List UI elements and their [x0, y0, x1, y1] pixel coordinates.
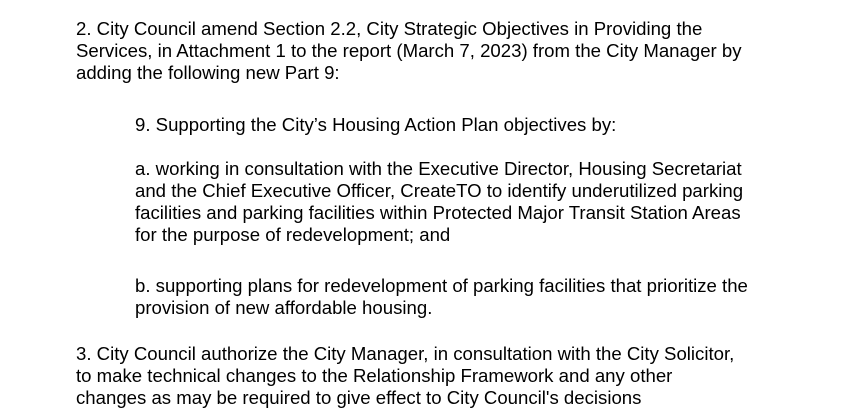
item-3-paragraph: 3. City Council authorize the City Manager, in consultation with the City Solicitor, to make technical changes to the Relationship Framework and any other changes as may be required to give effect to City Council's decisions — [76, 343, 735, 408]
item-2-paragraph: 2. City Council amend Section 2.2, City Strategic Objectives in Providing the Services, in Attachment 1 to the report (March 7, 2023) from the City Manager by adding the following new Part 9: — [76, 18, 742, 83]
part-9-heading: 9. Supporting the City’s Housing Action Plan objectives by: — [135, 114, 617, 135]
part-9-item-a: a. working in consultation with the Executive Director, Housing Secretariat and the Chief Executive Officer, CreateTO to identify underutilized parking facilities and parking facilities within Protected Major Transit Station Areas for the purpose of redevelopment; and — [135, 158, 744, 245]
part-9-item-b: b. supporting plans for redevelopment of parking facilities that prioritize the provision of new affordable housing. — [135, 275, 748, 318]
